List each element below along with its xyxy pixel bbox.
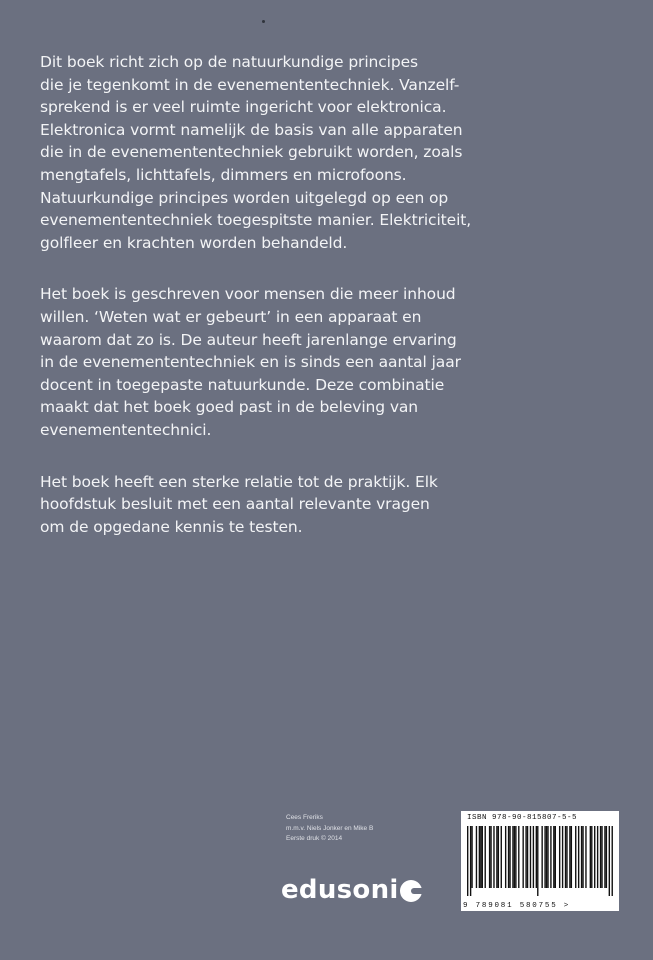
barcode-bar [480, 826, 481, 888]
blurb-line: hoofdstuk besluit met een aantal relevante vragen [40, 495, 430, 514]
blurb-line: Het boek is geschreven voor mensen die meer inhoud [40, 285, 456, 304]
barcode-bar [550, 826, 551, 888]
barcode-bar [467, 826, 468, 896]
barcode-digits: 9 789081 580755 > [463, 902, 571, 910]
barcode-bar [522, 826, 523, 888]
blurb-paragraph-2 [40, 283, 620, 441]
barcode-bar [537, 826, 538, 896]
barcode-bar [609, 826, 610, 896]
barcode-bar [505, 826, 506, 888]
blurb-line: die in de evenemententechniek gebruikt worden, zoals [40, 143, 463, 162]
blurb-line: docent in toegepaste natuurkunde. Deze combinatie [40, 375, 445, 394]
blurb-line: in de evenemententechniek en is sinds een aantal jaar [40, 353, 461, 372]
barcode-bar [541, 826, 542, 888]
barcode-bar [594, 826, 595, 888]
barcode-bar [479, 826, 480, 888]
blurb-line: mengtafels, lichttafels, dimmers en microfoons. [40, 165, 407, 184]
barcode-bar [571, 826, 572, 888]
blurb-line: Het boek heeft een sterke relatie tot de praktijk. Elk [40, 472, 438, 491]
barcode-bar [575, 826, 576, 888]
barcode-bar [601, 826, 602, 888]
barcode-bar [533, 826, 534, 888]
barcode-bar [565, 826, 566, 888]
barcode-bar [604, 826, 605, 888]
barcode-bar [493, 826, 494, 888]
barcode-bar [530, 826, 531, 888]
barcode-bar [553, 826, 554, 888]
blurb-line: evenemententechniek toegespitste manier. Elektriciteit, [40, 211, 472, 230]
blurb-line: die je tegenkomt in de evenemententechniek. Vanzelf- [40, 75, 460, 94]
barcode-bar [578, 826, 579, 888]
publisher-logo-text: edusoni [281, 875, 399, 905]
barcode-bar [597, 826, 598, 888]
barcode-bar [569, 826, 570, 888]
barcode-bar [508, 826, 509, 888]
barcode-bar [509, 826, 510, 888]
barcode-bar [512, 826, 513, 888]
barcode-bar [585, 826, 586, 888]
barcode-bar [547, 826, 548, 888]
print-speck [262, 20, 265, 23]
blurb-line: waarom dat zo is. De auteur heeft jarenlange ervaring [40, 330, 457, 349]
barcode-bar [562, 826, 563, 888]
barcode-bar [590, 826, 591, 888]
blurb-line: om de opgedane kennis te testen. [40, 517, 303, 536]
barcode-bars [467, 826, 613, 896]
colophon-author: Cees Freriks [286, 814, 323, 821]
barcode-bar [490, 826, 491, 888]
blurb-line: Natuurkundige principes worden uitgelegd op een op [40, 188, 449, 207]
barcode-bar [515, 826, 516, 888]
barcode-bar [485, 826, 486, 888]
barcode-bar [471, 826, 472, 888]
barcode-bar [559, 826, 560, 888]
colophon-contributors: m.m.v. Niels Jonker en Mike B [286, 824, 374, 832]
barcode-bar [498, 826, 499, 888]
barcode-bar [581, 826, 582, 888]
back-cover-blurb [40, 51, 620, 567]
edusonic-c-mark-icon [400, 880, 422, 902]
barcode-bar [501, 826, 502, 888]
barcode-bar [536, 826, 537, 888]
barcode-bar [525, 826, 526, 888]
blurb-line: maakt dat het boek goed past in de beleving van [40, 398, 419, 417]
barcode-bar [482, 826, 483, 888]
blurb-line: sprekend is er veel ruimte ingericht voor elektronica. [40, 98, 447, 117]
barcode-bar [544, 826, 545, 888]
colophon-edition: Eerste druk © 2014 [286, 835, 343, 842]
isbn-label: ISBN 978-90-815807-5-5 [467, 814, 578, 822]
blurb-line: evenemententechnici. [40, 420, 212, 439]
barcode-bar [600, 826, 601, 888]
barcode-bar [489, 826, 490, 888]
barcode-bar [591, 826, 592, 888]
blurb-line: willen. ‘Weten wat er gebeurt’ in een apparaat en [40, 307, 422, 326]
barcode-bar [546, 826, 547, 888]
publisher-logo [281, 873, 422, 907]
blurb-line: Dit boek richt zich op de natuurkundige principes [40, 53, 419, 71]
barcode-bar [566, 826, 567, 888]
blurb-paragraph-1 [40, 51, 620, 254]
barcode-bar [606, 826, 607, 888]
barcode-bar [476, 826, 477, 888]
colophon [286, 813, 373, 845]
barcode-bar [496, 826, 497, 888]
blurb-line: Elektronica vormt namelijk de basis van alle apparaten [40, 120, 463, 139]
barcode-bar [518, 826, 519, 888]
barcode-bar [514, 826, 515, 888]
barcode-bar [555, 826, 556, 888]
barcode-bar [470, 826, 471, 896]
barcode-bar [527, 826, 528, 888]
isbn-barcode [461, 811, 619, 911]
barcode-bar [612, 826, 613, 896]
barcode-bar [582, 826, 583, 888]
blurb-line: golfleer en krachten worden behandeld. [40, 233, 348, 252]
blurb-paragraph-3 [40, 471, 620, 539]
